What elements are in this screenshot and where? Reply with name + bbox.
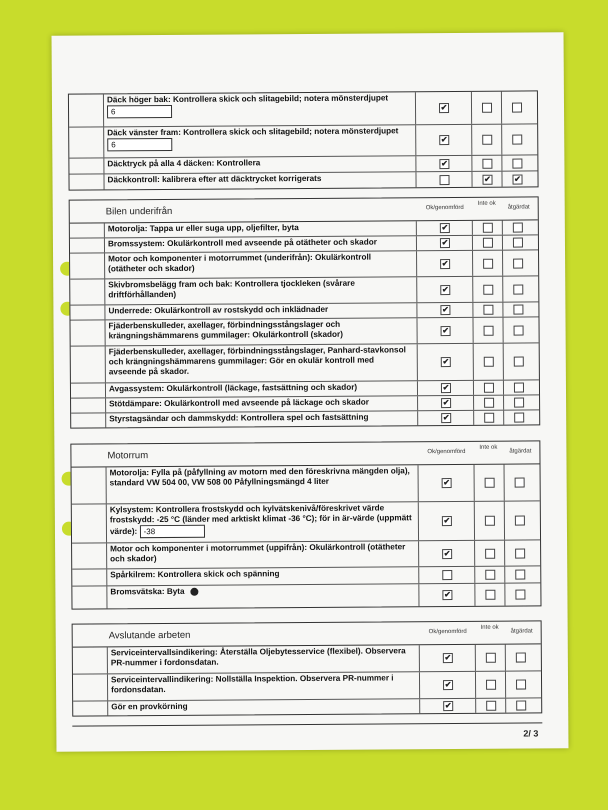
column-divider <box>416 251 417 276</box>
checkbox-ok[interactable]: ✔ <box>441 258 449 268</box>
column-header-not-ok: Inte ok <box>480 624 499 631</box>
column-divider <box>104 320 105 345</box>
checkbox-ok[interactable]: ✔ <box>440 135 448 145</box>
column-divider <box>473 396 474 410</box>
checkbox-ok[interactable]: ✔ <box>440 103 448 113</box>
column-header-fixed: åtgärdat <box>509 448 532 455</box>
checkbox-ok[interactable]: ✔ <box>442 357 450 367</box>
checklist-row <box>71 343 539 383</box>
row-text <box>107 93 409 118</box>
row-label: Däck vänster fram: Kontrollera skick och slitagebild; notera mönsterdjupet <box>107 126 399 138</box>
checkbox-not-ok[interactable] <box>482 103 492 113</box>
measured-value-field[interactable]: 6 <box>107 138 172 151</box>
column-header-ok: Ok/genomförd <box>425 204 464 212</box>
row-label: Motorolja: Tappa ur eller suga upp, oljefilter, byta <box>107 223 299 234</box>
checkbox-not-ok[interactable] <box>485 548 495 558</box>
row-label: Motor och komponenter i motorrummet (underifrån): Okulärkontroll (otätheter och skador) <box>108 252 372 274</box>
column-divider <box>472 277 473 302</box>
checklist-row <box>70 250 538 279</box>
column-divider <box>474 567 475 583</box>
row-label: Stötdämpare: Okulärkontroll med avseende på läckage och skador <box>109 397 369 409</box>
column-divider <box>501 156 502 171</box>
checkbox-fixed[interactable] <box>515 478 525 488</box>
checkbox-ok[interactable]: ✔ <box>441 284 449 294</box>
column-divider <box>415 172 416 187</box>
checkbox-not-ok[interactable] <box>484 398 494 408</box>
column-divider <box>475 672 476 698</box>
checkbox-fixed[interactable] <box>516 652 526 662</box>
checkbox-ok[interactable]: ✔ <box>442 325 449 335</box>
checkbox-ok[interactable]: ✔ <box>443 478 451 488</box>
footer-divider <box>72 722 542 726</box>
column-divider <box>504 567 505 583</box>
row-label: Bromsvätska: Byta <box>110 586 185 597</box>
checkbox-fixed[interactable] <box>513 223 523 233</box>
column-divider <box>416 277 417 302</box>
checkbox-not-ok[interactable] <box>485 590 495 600</box>
column-divider <box>418 584 419 606</box>
checkbox-fixed[interactable]: ✔ <box>514 174 521 184</box>
section-header <box>70 197 538 223</box>
column-divider <box>472 318 473 343</box>
checkbox-ok[interactable]: ✔ <box>442 398 450 408</box>
checklist-row <box>70 276 538 305</box>
column-divider <box>419 672 420 698</box>
row-text <box>109 412 411 424</box>
checkbox-ok[interactable]: ✔ <box>442 383 450 393</box>
checkbox-not-ok[interactable] <box>485 478 495 488</box>
checkbox-ok[interactable]: ✔ <box>442 413 450 423</box>
measured-value-field[interactable]: -38 <box>140 525 205 538</box>
checkbox-not-ok[interactable] <box>485 516 495 526</box>
row-text <box>109 397 411 409</box>
checkbox-not-ok[interactable] <box>486 701 496 711</box>
checklist-page <box>52 32 569 752</box>
column-divider <box>105 346 106 382</box>
row-label: Motor och komponenter i motorrummet (uppifrån): Okulärkontroll (otätheter och skador) <box>110 542 406 564</box>
column-divider <box>471 92 472 124</box>
column-divider <box>104 279 105 304</box>
column-header-not-ok: Inte ok <box>479 444 498 451</box>
row-text <box>109 319 411 341</box>
section-title: Bilen underifrån <box>105 205 173 218</box>
checkbox-not-ok[interactable] <box>482 158 492 168</box>
column-divider <box>103 158 104 173</box>
column-divider <box>471 172 472 187</box>
checkbox-fixed[interactable] <box>514 398 524 408</box>
column-divider <box>501 125 502 155</box>
checkbox-not-ok[interactable] <box>483 258 493 268</box>
column-divider <box>418 567 419 583</box>
column-header-ok: Ok/genomförd <box>428 628 467 636</box>
column-divider <box>106 569 107 585</box>
checklist-row <box>72 540 540 569</box>
column-divider <box>106 586 107 608</box>
column-divider <box>417 411 418 425</box>
brake-fluid-icon <box>191 588 199 596</box>
row-label: Underrede: Okulärkontroll av rostskydd och inklädnader <box>108 304 329 316</box>
column-divider <box>472 303 473 317</box>
checklist-section <box>70 440 541 609</box>
column-divider <box>105 383 106 397</box>
column-header-fixed: åtgärdat <box>507 204 530 211</box>
checkbox-fixed[interactable] <box>516 679 526 689</box>
checklist-row <box>73 644 541 674</box>
row-label: Kylsystem: Kontrollera frostskydd och kylvätskenivå/föreskrivet värde frostskydd: -25 °C (länder med arktiskt klimat -36 °C); för in är-värde (uppmätt värde): <box>109 503 412 537</box>
column-divider <box>472 221 473 235</box>
column-divider <box>501 172 502 187</box>
row-text <box>111 673 413 695</box>
checkbox-ok[interactable]: ✔ <box>444 701 452 711</box>
row-text <box>110 568 412 580</box>
row-text <box>108 222 410 234</box>
column-divider <box>416 318 417 343</box>
column-divider <box>503 381 504 395</box>
checkbox-fixed[interactable] <box>512 135 522 145</box>
row-text <box>110 466 412 488</box>
row-text <box>107 126 409 151</box>
column-divider <box>415 125 416 155</box>
checkbox-fixed[interactable] <box>514 325 524 335</box>
column-divider <box>475 699 476 713</box>
column-divider <box>415 156 416 171</box>
row-text <box>108 304 410 316</box>
column-divider <box>418 465 419 501</box>
column-divider <box>472 236 473 250</box>
checklist-row <box>73 698 541 715</box>
row-label: Gör en provkörning <box>111 701 188 712</box>
checklist-row <box>70 317 538 346</box>
checkbox-fixed[interactable] <box>513 284 523 294</box>
checklist-row <box>72 583 540 608</box>
row-text <box>108 237 410 249</box>
column-divider <box>472 251 473 276</box>
column-divider <box>417 381 418 395</box>
column-divider <box>104 305 105 319</box>
row-text <box>108 252 410 274</box>
checklist-row <box>69 124 537 158</box>
checkbox-fixed[interactable] <box>515 590 525 600</box>
column-divider <box>471 125 472 155</box>
column-header-fixed: åtgärdat <box>510 628 533 635</box>
checkbox-fixed[interactable] <box>514 357 524 367</box>
row-text <box>111 646 413 668</box>
checkbox-not-ok[interactable]: ✔ <box>484 174 491 184</box>
column-divider <box>503 411 504 425</box>
row-label: Däcktryck på alla 4 däcken: Kontrollera <box>107 158 261 169</box>
column-divider <box>104 223 105 237</box>
column-divider <box>106 504 107 542</box>
checkbox-not-ok[interactable] <box>484 383 494 393</box>
checklist-section <box>72 620 543 716</box>
column-divider <box>471 156 472 171</box>
column-divider <box>417 344 418 380</box>
column-divider <box>505 699 506 713</box>
checklist-row <box>72 464 540 504</box>
column-divider <box>501 92 502 124</box>
row-label: Motorolja: Fylla på (påfyllning av motorn med den föreskrivna mängden olja), standard VW 504 00, VW 508 00 Påfyllningsmängd 4 liter <box>109 466 410 488</box>
row-label: Styrstagsändar och dammskydd: Kontrollera spel och fastsättning <box>109 412 369 424</box>
row-label: Bromssystem: Okulärkontroll med avseende på otätheter och skador <box>107 237 377 249</box>
checkbox-fixed[interactable] <box>512 103 522 113</box>
row-label: Däckkontroll: kalibrera efter att däcktrycket korrigerats <box>107 173 322 185</box>
row-text <box>108 278 410 300</box>
checkbox-fixed[interactable] <box>516 700 526 710</box>
checkbox-ok[interactable]: ✔ <box>444 680 452 690</box>
checkbox-not-ok[interactable] <box>484 325 494 335</box>
column-divider <box>505 672 506 698</box>
column-divider <box>475 645 476 671</box>
column-divider <box>503 344 504 380</box>
checkbox-fixed[interactable] <box>515 570 525 580</box>
checkbox-fixed[interactable] <box>513 305 523 315</box>
column-divider <box>106 467 107 503</box>
column-divider <box>103 94 104 126</box>
checkbox-not-ok[interactable] <box>483 305 493 315</box>
column-divider <box>419 645 420 671</box>
row-label: Däck höger bak: Kontrollera skick och slitagebild; notera mönsterdjupet <box>106 93 389 105</box>
checkbox-ok[interactable]: ✔ <box>441 238 449 248</box>
column-divider <box>415 92 416 124</box>
checkbox-not-ok[interactable] <box>483 238 493 248</box>
page-number: 2/ 3 <box>523 728 539 739</box>
row-label: Avgassystem: Okulärkontroll (läckage, fastsättning och skador) <box>108 382 358 394</box>
row-label: Spårkilrem: Kontrollera skick och spänning <box>110 569 280 580</box>
column-divider <box>418 502 419 540</box>
checkbox-fixed[interactable] <box>514 383 524 393</box>
column-divider <box>502 221 503 235</box>
row-label: Skivbromsbelägg fram och bak: Kontrollera tjockleken (svårare driftförhållanden) <box>108 278 355 300</box>
column-divider <box>419 699 420 713</box>
row-text <box>107 157 409 169</box>
checklist-section <box>69 196 541 428</box>
checkbox-ok[interactable]: ✔ <box>444 653 452 663</box>
column-divider <box>416 236 417 250</box>
checklist-row <box>69 91 537 127</box>
column-divider <box>104 238 105 252</box>
checkbox-ok[interactable] <box>442 570 452 580</box>
checkbox-fixed[interactable] <box>513 238 523 248</box>
column-divider <box>104 253 105 278</box>
checkbox-not-ok[interactable] <box>483 284 493 294</box>
column-divider <box>504 541 505 566</box>
column-divider <box>502 318 503 343</box>
column-divider <box>504 502 505 540</box>
column-divider <box>473 411 474 425</box>
column-divider <box>416 303 417 317</box>
column-divider <box>503 396 504 410</box>
row-text <box>109 345 411 377</box>
column-divider <box>417 396 418 410</box>
checkbox-fixed[interactable] <box>514 413 524 423</box>
checkbox-fixed[interactable] <box>515 516 525 526</box>
checkbox-not-ok[interactable] <box>483 223 493 233</box>
checkbox-not-ok[interactable] <box>486 680 496 690</box>
column-divider <box>105 413 106 427</box>
column-divider <box>474 465 475 501</box>
row-label: Serviceintervallsindikering: Återställa Oljebytesservice (flexibel). Observera PR-nummer i fordonsdatan. <box>110 646 406 668</box>
column-divider <box>474 584 475 606</box>
column-divider <box>504 584 505 606</box>
checkbox-ok[interactable]: ✔ <box>442 305 449 315</box>
row-text <box>110 542 412 564</box>
checkbox-ok[interactable]: ✔ <box>443 548 451 558</box>
checkbox-ok[interactable] <box>439 175 449 185</box>
checkbox-ok[interactable]: ✔ <box>444 590 451 600</box>
row-label: Fjäderbenskulleder, axellager, förbindningsstångslager, Panhard-stavkonsol och krängningshämmarens gummilager: Gör en okulär kontroll med avseende på skador. <box>108 345 406 377</box>
checkbox-not-ok[interactable] <box>486 653 496 663</box>
row-text <box>107 173 409 185</box>
column-divider <box>474 502 475 540</box>
section-title: Motorrum <box>107 450 149 462</box>
column-divider <box>473 344 474 380</box>
checkbox-ok[interactable]: ✔ <box>443 516 451 526</box>
checklist-row <box>71 410 539 427</box>
column-divider <box>502 303 503 317</box>
section-title: Avslutande arbeten <box>108 629 191 642</box>
row-text <box>110 585 412 597</box>
checkbox-not-ok[interactable] <box>485 570 495 580</box>
column-divider <box>107 674 108 700</box>
column-divider <box>502 277 503 302</box>
column-divider <box>473 381 474 395</box>
measured-value-field[interactable]: 6 <box>107 105 172 118</box>
column-divider <box>502 236 503 250</box>
checkbox-fixed[interactable] <box>513 258 523 268</box>
checklist-row <box>73 671 541 701</box>
checklist-row <box>72 501 540 543</box>
row-label: Fjäderbenskulleder, axellager, förbindningsstångslager och krängningshämmarens gummilager: Okulärkontroll (skador) <box>108 319 343 341</box>
column-divider <box>106 543 107 568</box>
column-divider <box>105 398 106 412</box>
column-divider <box>474 541 475 566</box>
checkbox-ok[interactable]: ✔ <box>441 223 449 233</box>
checkbox-not-ok[interactable] <box>484 413 494 423</box>
column-divider <box>416 221 417 235</box>
column-header-ok: Ok/genomförd <box>427 448 466 456</box>
column-divider <box>504 465 505 501</box>
column-divider <box>505 645 506 671</box>
checkbox-ok[interactable]: ✔ <box>441 158 448 168</box>
row-text <box>111 700 413 712</box>
checkbox-not-ok[interactable] <box>482 135 492 145</box>
checkbox-not-ok[interactable] <box>484 357 494 367</box>
section-header <box>73 621 541 647</box>
column-header-not-ok: Inte ok <box>477 200 496 207</box>
checkbox-fixed[interactable] <box>512 158 522 168</box>
column-divider <box>502 251 503 276</box>
section-header <box>71 441 539 467</box>
row-label: Serviceintervallindikering: Nollställa Inspektion. Observera PR-nummer i fordonsdatan. <box>110 673 394 695</box>
column-divider <box>107 701 108 715</box>
row-text <box>109 382 411 394</box>
row-text <box>110 503 412 538</box>
column-divider <box>418 541 419 566</box>
checklist-row <box>69 171 537 189</box>
column-divider <box>107 647 108 673</box>
checklist-section <box>68 90 539 190</box>
column-divider <box>103 174 104 189</box>
checkbox-fixed[interactable] <box>515 548 525 558</box>
column-divider <box>103 127 104 157</box>
